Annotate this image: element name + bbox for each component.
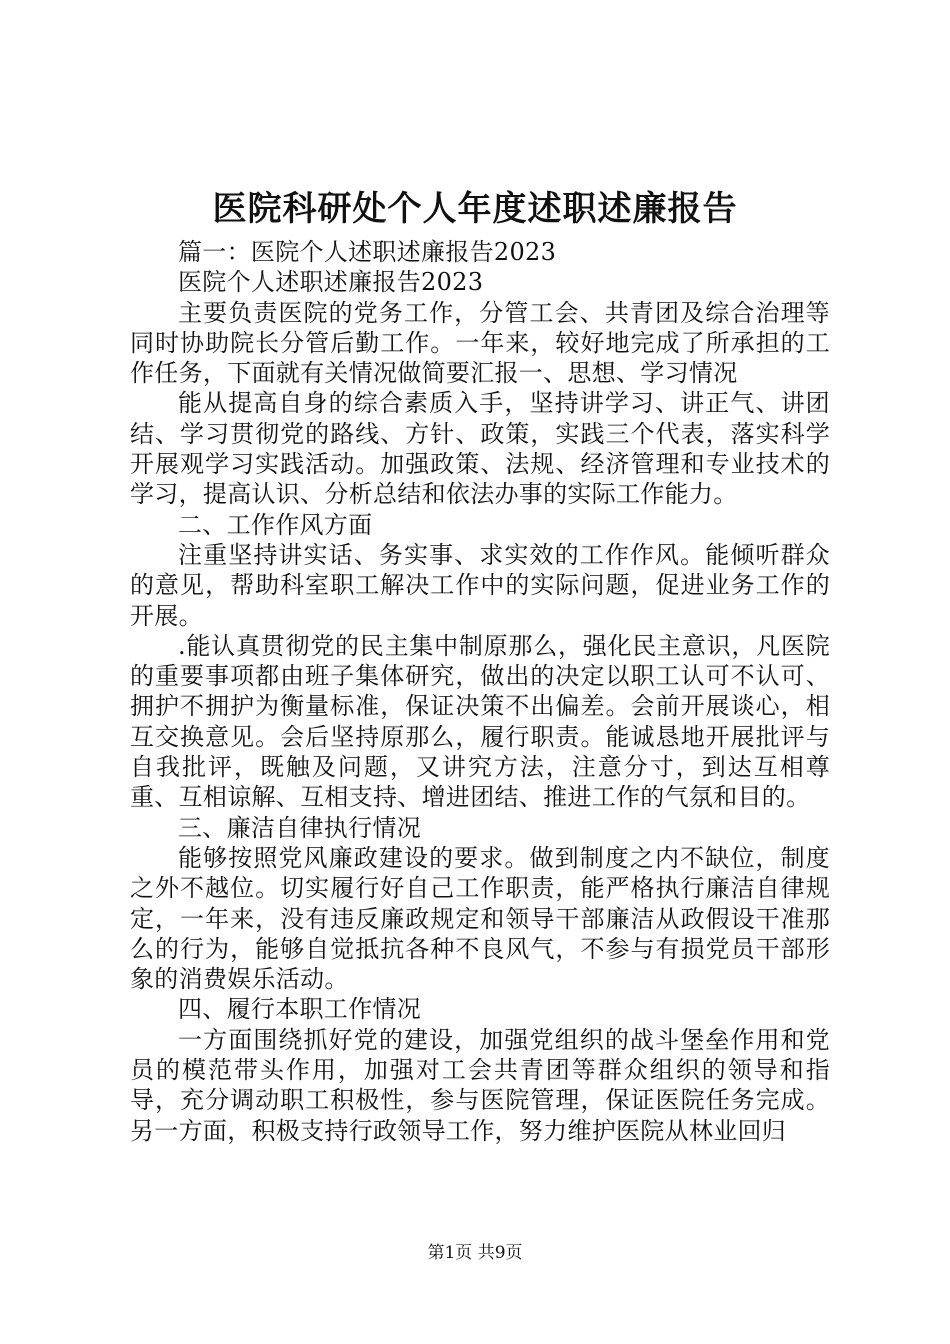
paragraph-study: 能从提高自身的综合素质入手，坚持讲学习、讲正气、讲团结、学习贯彻党的路线、方针、政策，实践三个代表，落实科学开展观学习实践活动。加强政策、法规、经济管理和专业技术的学习，提高认识、分析总结和依法办事的实际工作能力。 [130, 389, 830, 509]
heading-work-style: 二、工作作风方面 [178, 510, 373, 539]
document-title: 医院科研处个人年度述职述廉报告 [212, 189, 738, 229]
paragraph-duties: 一方面围绕抓好党的建设，加强党组织的战斗堡垒作用和党员的模范带头作用，加强对工会共青团等群众组织的领导和指导，充分调动职工积极性，参与医院管理，保证医院任务完成。另一方面，积极支持行政领导工作，努力维护医院从林业回归 [130, 1025, 830, 1145]
heading-duties: 四、履行本职工作情况 [178, 995, 421, 1024]
paragraph-work-style: 注重坚持讲实话、务实事、求实效的工作作风。能倾听群众的意见，帮助科室职工解决工作中的实际问题，促进业务工作的开展。 [130, 540, 830, 630]
paragraph-intro: 主要负责医院的党务工作，分管工会、共青团及综合治理等同时协助院长分管后勤工作。一年来，较好地完成了所承担的工作任务，下面就有关情况做简要汇报一、思想、学习情况 [130, 298, 830, 388]
page-number: 第1页 共9页 [427, 1243, 523, 1263]
paragraph-democracy: .能认真贯彻党的民主集中制原那么，强化民主意识，凡医院的重要事项都由班子集体研究，做出的决定以职工认可不认可、拥护不拥护为衡量标准，保证决策不出偏差。会前开展谈心，相互交换意见。会后坚持原那么，履行职责。能诚恳地开展批评与自我批评，既触及问题，又讲究方法，注意分寸，到达互相尊重、互相谅解、互相支持、增进团结、推进工作的气氛和目的。 [130, 631, 830, 812]
heading-integrity: 三、廉洁自律执行情况 [178, 813, 421, 842]
paragraph-subtitle: 医院个人述职述廉报告2023 [178, 268, 484, 297]
paragraph-section-heading: 篇一：医院个人述职述廉报告2023 [178, 238, 557, 266]
paragraph-integrity: 能够按照党风廉政建设的要求。做到制度之内不缺位，制度之外不越位。切实履行好自己工作职责，能严格执行廉洁自律规定，一年来，没有违反廉政规定和领导干部廉洁从政假设干准那么的行为，能够自觉抵抗各种不良风气，不参与有损党员干部形象的消费娱乐活动。 [130, 843, 830, 994]
document-body [130, 237, 830, 1146]
